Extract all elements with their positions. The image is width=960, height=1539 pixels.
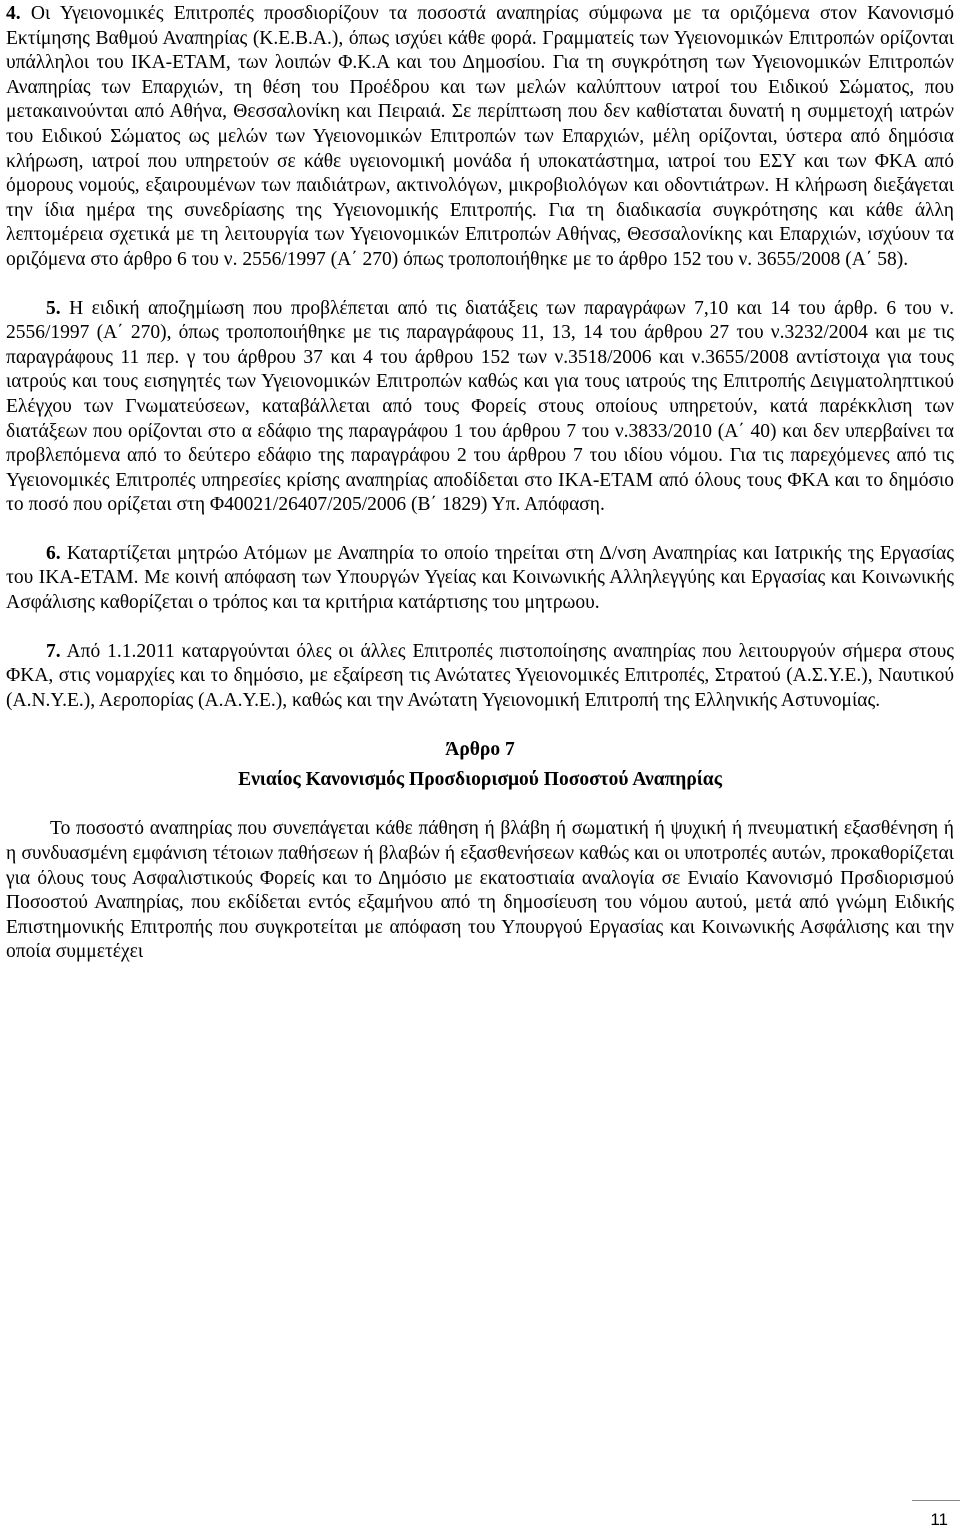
article-title: Ενιαίος Κανονισμός Προσδιορισμού Ποσοστού Αναπηρίας [238,769,722,791]
paragraph-number: 4. [6,3,21,24]
article-body: Το ποσοστό αναπηρίας που συνεπάγεται κάθε πάθηση ή βλάβη ή σωματική ή ψυχική ή πνευματική εξασθένηση ή η συνδυασμένη εμφάνιση τέτοιων παθήσεων ή βλαβών ή εξασθενήσεων καθώς και οι υποτροπές αυτών, προκαθορίζεται για όλους τους Ασφαλιστικούς Φορείς και το Δημόσιο με εκατοστιαία αναλογία σε Ενιαίο Κανονισμό Πρσδιορισμού Ποσοστού Αναπηρίας, που εκδίδεται εντός εξαμήνου από τη δημοσίευση του νόμου αυτού, μετά από γνώμη Ειδικής Επιστημονικής Επιτροπής που συγκροτείται με απόφαση του Υπουργού Εργασίας και Κοινωνικής Ασφάλισης και την οποία συμμετέχει [6,818,954,963]
document-page [6,2,954,965]
paragraph-text: Καταρτίζεται μητρώο Ατόμων με Αναπηρία το οποίο τηρείται στη Δ/νση Αναπηρίας και Ιατρικής της Εργασίας του ΙΚΑ-ΕΤΑΜ. Με κοινή απόφαση των Υπουργών Υγείας και Κοινωνικής Αλληλεγγύης και Εργασίας και Κοινωνικής Ασφάλισης καθορίζεται ο τρόπος και τα κριτήρια κατάρτισης του μητρωου. [6,542,954,614]
paragraph-number: 6. [46,542,61,564]
page-number: 11 [930,1510,948,1529]
paragraph-4 [6,2,954,273]
article-heading: Άρθρο 7 [445,739,515,761]
paragraph-5 [6,297,954,518]
paragraph-text: Η ειδική αποζημίωση που προβλέπεται από τις διατάξεις των παραγράφων 7,10 και 14 του άρθρ. 6 του ν. 2556/1997 (Α΄ 270), όπως τροποποιήθηκε με τις παραγράφους 11, 13, 14 του άρθρου 27 του ν.3232/2004 και με τις παραγράφους 11 περ. γ του άρθρου 37 και 4 του άρθρου 152 των ν.3518/2006 και ν.3655/2008 αντίστοιχα για τους ιατρούς και τους εισηγητές των Υγειονομικών Επιτροπών καθώς και για τους ιατρούς της Επιτροπής Δειγματοληπτικού Ελέγχου των Γνωματεύσεων, καταβάλλεται από τους Φορείς στους οποίους υπηρετούν, κατά παρέκκλιση των διατάξεων που ορίζονται στο α εδάφιο της παραγράφου 1 του άρθρου 7 του ν.3833/2010 (Α΄ 40) και δεν υπερβαίνει τα προβλεπόμενα από το δεύτερο εδάφιο της παραγράφου 2 του άρθρου 7 του ιδίου νόμου. Για τις παρεχόμενες από τις Υγειονομικές Επιτροπές υπηρεσίες κρίσης αναπηρίας αποδίδεται στο ΙΚΑ-ΕΤΑΜ από όλους τους ΦΚΑ και το δημόσιο το ποσό που ορίζεται στη Φ40021/26407/205/2006 (Β΄ 1829) Υπ. Απόφαση. [6,297,954,516]
paragraph-text: Από 1.1.2011 καταργούνται όλες οι άλλες Επιτροπές πιστοποίησης αναπηρίας που λειτουργούν σήμερα στους ΦΚΑ, στις νομαρχίες και το δημόσιο, με εξαίρεση τις Ανώτατες Υγειονομικές Επιτροπές, Στρατού (Α.Σ.Υ.Ε.), Ναυτικού (Α.Ν.Υ.Ε.), Αεροπορίας (Α.Α.Υ.Ε.), καθώς και την Ανώτατη Υγειονομική Επιτροπή της Ελληνικής Αστυνομίας. [6,640,954,711]
paragraph-text: Οι Υγειονομικές Επιτροπές προσδιορίζουν τα ποσοστά αναπηρίας σύμφωνα με τα οριζόμενα στον Κανονισμό Εκτίμησης Βαθμού Αναπηρίας (Κ.Ε.Β.Α.), όπως ισχύει κάθε φορά. Γραμματείς των Υγειονομικών Επιτροπών ορίζονται υπάλληλοι του ΙΚΑ-ΕΤΑΜ, των λοιπών Φ.Κ.Α και του Δημοσίου. Για τη συγκρότηση των Υγειονομικών Επιτροπών Αναπηρίας των Επαρχιών, τη θέση του Προέδρου και των μελών καλύπτουν ιατροί του Ειδικού Σώματος, που μετακαινούνται από Αθήνα, Θεσσαλονίκη και Πειραιά. Σε περίπτωση που δεν καθίσταται δυνατή η συμμετοχή ιατρών του Ειδικού Σώματος ως μελών των Υγειονομικών Επιτροπών των Επαρχιών, μέλη ορίζονται, ύστερα από δημόσια κλήρωση, ιατροί που υπηρετούν σε κάθε υγειονομική μονάδα ή υποκατάστημα, ιατροί του ΕΣΥ και των ΦΚΑ από όμορους νομούς, εξαιρουμένων των παιδιάτρων, ακτινολόγων, μικροβιολόγων και οδοντιάτρων. Η κλήρωση διεξάγεται την ίδια ημέρα της συνεδρίασης της Υγειονομικής Επιτροπής. Για τη διαδικασία συγκρότησης και κάθε άλλη λεπτομέρεια σχετικά με τη λειτουργία των Υγειονομικών Επιτροπών Αθήνας, Θεσσαλονίκης και Επαρχιών, ισχύουν τα οριζόμενα στο άρθρο 6 του ν. 2556/1997 (Α΄ 270) όπως τροποποιήθηκε με το άρθρο 152 του ν. 3655/2008 (Α΄ 58). [6,3,954,270]
paragraph-6 [6,542,954,616]
paragraph-number: 7. [46,640,61,662]
paragraph-number: 5. [46,297,61,319]
paragraph-7 [6,640,954,714]
footer-rule [912,1500,960,1501]
